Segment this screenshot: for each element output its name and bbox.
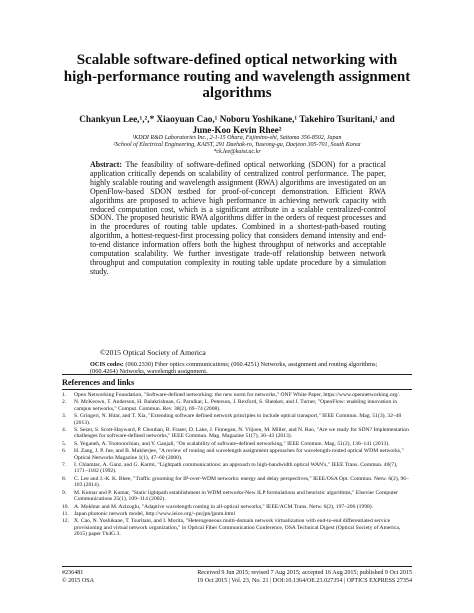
reference-text: A. Mokhtar and M. Azizoglu, "Adaptive wavelength routing in all-optical networks," IEEE/ACM Trans. Netw. 6(2), 197–206 (1998). bbox=[74, 503, 374, 510]
reference-number: 7. bbox=[62, 462, 67, 469]
reference-text: M. Kumar and P. Kumar, "Static lightpath establishment in WDM networks-New ILP formulations and heuristic algorithms," Elsevier Computer Communications 25(1), 109–114 (2002). bbox=[74, 489, 398, 503]
reference-text: X. Cao, N. Yoshikane, T. Tsuritani, and I. Morita, "Heterogeneous multi-domain network virtualization with end-to-end differentiated service provisioning and virtual network organization," in Optical Fiber Communication Conference, OSA Technical Digest (Optical Society of America, 2015) paper Th4G.3. bbox=[74, 518, 401, 538]
footer-left bbox=[62, 570, 94, 585]
reference-number: 3. bbox=[62, 413, 67, 420]
reference-item bbox=[62, 504, 412, 510]
footer-copyright: © 2015 OSA bbox=[62, 577, 95, 584]
reference-text: Open Networking Foundation, "Software-defined networking: the new norm for networks," ONF White Paper, https://www.opennetworking.org/. bbox=[74, 392, 401, 398]
footer-right bbox=[172, 570, 412, 585]
reference-item bbox=[62, 448, 412, 461]
affiliations bbox=[80, 135, 394, 157]
reference-number: 5. bbox=[62, 440, 67, 447]
reference-text: N. McKeown, T. Anderson, H. Balakrishnan, G. Parulkar, L. Peterson, J. Rexford, S. Shenker, and J. Turner, "OpenFlow: enabling innovation in campus networks," Comput. Commun. Rev. 38(2), 69–74 (2008). bbox=[74, 399, 398, 412]
reference-item bbox=[62, 413, 412, 426]
reference-item bbox=[62, 476, 412, 489]
reference-number: 2. bbox=[62, 399, 67, 406]
abstract-label: Abstract: bbox=[90, 160, 122, 169]
affiliation-2: ²School of Electrical Engineering, KAIST, 291 Daehak-ro, Yuseong-gu, Daejeon 305-701, South Korea bbox=[113, 142, 361, 149]
reference-item bbox=[62, 392, 412, 398]
references-heading: References and links bbox=[62, 378, 135, 387]
divider-references bbox=[62, 389, 412, 390]
reference-item bbox=[62, 441, 412, 447]
reference-item bbox=[62, 511, 412, 517]
ocis-text: (060.2330) Fiber optics communications; (060.4251) Networks, assignment and routing algorithms; (060.4264) Networks, wavelength assignment. bbox=[90, 361, 378, 376]
manuscript-id: #236481 bbox=[62, 570, 84, 576]
reference-number: 12. bbox=[62, 518, 69, 525]
copyright-notice: ©2015 Optical Society of America bbox=[100, 348, 206, 357]
affiliation-1: ¹KDDI R&D Laboratories Inc., 2-1-15 Ohara, Fujimino-shi, Saitama 356-8502, Japan bbox=[132, 135, 342, 141]
reference-text: C. Lee and J.-K. K. Rhee, "Traffic grooming for IP-over-WDM networks: energy and delay perspectives," IEEE/OSA Opt. Commun. Netw. 6(2), 96–103 (2014). bbox=[74, 475, 409, 489]
reference-number: 6. bbox=[62, 448, 67, 455]
corresponding-email: *ck.lee@kaist.ac.kr bbox=[213, 149, 261, 156]
reference-text: S. Yeganeh, A. Tootoonchian, and Y. Ganjali, "On scalability of software-defined networking," IEEE Commun. Mag. 51(2), 136–141 (2013). bbox=[74, 440, 390, 447]
reference-text: S. Sezer, S. Scott-Hayward, P. Chouhan, B. Fraser, D. Lake, J. Finnegan, N. Viljoen, M. Miller, and N. Rao, "Are we ready for SDN? Implementation challenges for software-defined networks," IEEE Commun. Mag. Magazine 51(7), 36–43 (2013). bbox=[74, 427, 409, 440]
reference-number: 11. bbox=[62, 510, 69, 517]
reference-number: 9. bbox=[62, 489, 67, 496]
publication-history: Received 9 Jun 2015; revised 7 Aug 2015; accepted 16 Aug 2015; published 9 Oct 2015 bbox=[197, 570, 412, 576]
reference-text: Japan photonic network model, http://www.ieice.org/~pn/jpn/jpnm.html bbox=[74, 510, 236, 517]
reference-text: H. Zang, J. P. Jue, and B. Mukherjee, "A review of routing and wavelength assignment approaches for wavelength-routed optical WDM networks," Optical Networks Magazine 1(1), 47–60 (2000). bbox=[74, 448, 404, 461]
reference-number: 1. bbox=[62, 392, 67, 398]
reference-number: 8. bbox=[62, 475, 67, 482]
divider-top bbox=[62, 374, 412, 375]
reference-text: S. Gringeri, N. Bitar, and T. Xia, "Extending software defined network principles to include optical transport," IEEE Commun. Mag. 51(3), 32–40 (2013). bbox=[74, 413, 402, 426]
divider-footer bbox=[62, 566, 412, 567]
reference-item bbox=[62, 518, 412, 537]
author-list: Chankyun Lee,¹,²,* Xiaoyuan Cao,¹ Noboru Yoshikane,¹ Takehiro Tsuritani,¹ and June-Koo Kevin Rhee² bbox=[79, 114, 395, 135]
abstract-text: The feasibility of software-defined optical networking (SDON) for a practical application critically depends on scalability of centralized control performance. The paper, highly scalable routing and wavelength assignment (RWA) algorithms are investigated on an OpenFlow-based SDON testbed for proof-of-concept demonstration. Efficient RWA algorithms are proposed to achieve high performance in achieving network capacity with reduced computation cost, which is a significant attribute in a scalable centralized-control SDON. The proposed heuristic RWA algorithms differ in the orders of request processes and in the procedures of routing table updates. Combined in a shortest-path-based routing algorithm, a hottest-request-first processing policy that considers demand intensity and end-to-end distance information offers both the highest throughput of networks and acceptable computation scalability. We further investigate trade-off relationship between network throughput and computation complexity in routing table update procedure by a simulation study. bbox=[90, 160, 386, 276]
reference-text: I. Chlamtac, A. Ganz, and G. Karmi, "Lightpath communications: an approach to high-bandwidth optical WAN's," IEEE Trans. Commun. 40(7), 1171–1182 (1992). bbox=[74, 462, 398, 475]
reference-number: 10. bbox=[62, 503, 69, 510]
abstract bbox=[90, 161, 386, 277]
references-list bbox=[62, 392, 412, 539]
reference-number: 4. bbox=[62, 427, 67, 434]
journal-citation: 19 Oct 2015 | Vol. 23, No. 21 | DOI:10.1364/OE.23.027354 | OPTICS EXPRESS 27354 bbox=[197, 577, 412, 584]
reference-item bbox=[62, 399, 412, 412]
reference-item bbox=[62, 490, 412, 503]
ocis-label: OCIS codes: bbox=[90, 361, 124, 368]
reference-item bbox=[62, 427, 412, 440]
reference-item bbox=[62, 462, 412, 475]
paper-title: Scalable software-defined optical networking with high-performance routing and wavelength assignment algorithms bbox=[63, 52, 411, 101]
